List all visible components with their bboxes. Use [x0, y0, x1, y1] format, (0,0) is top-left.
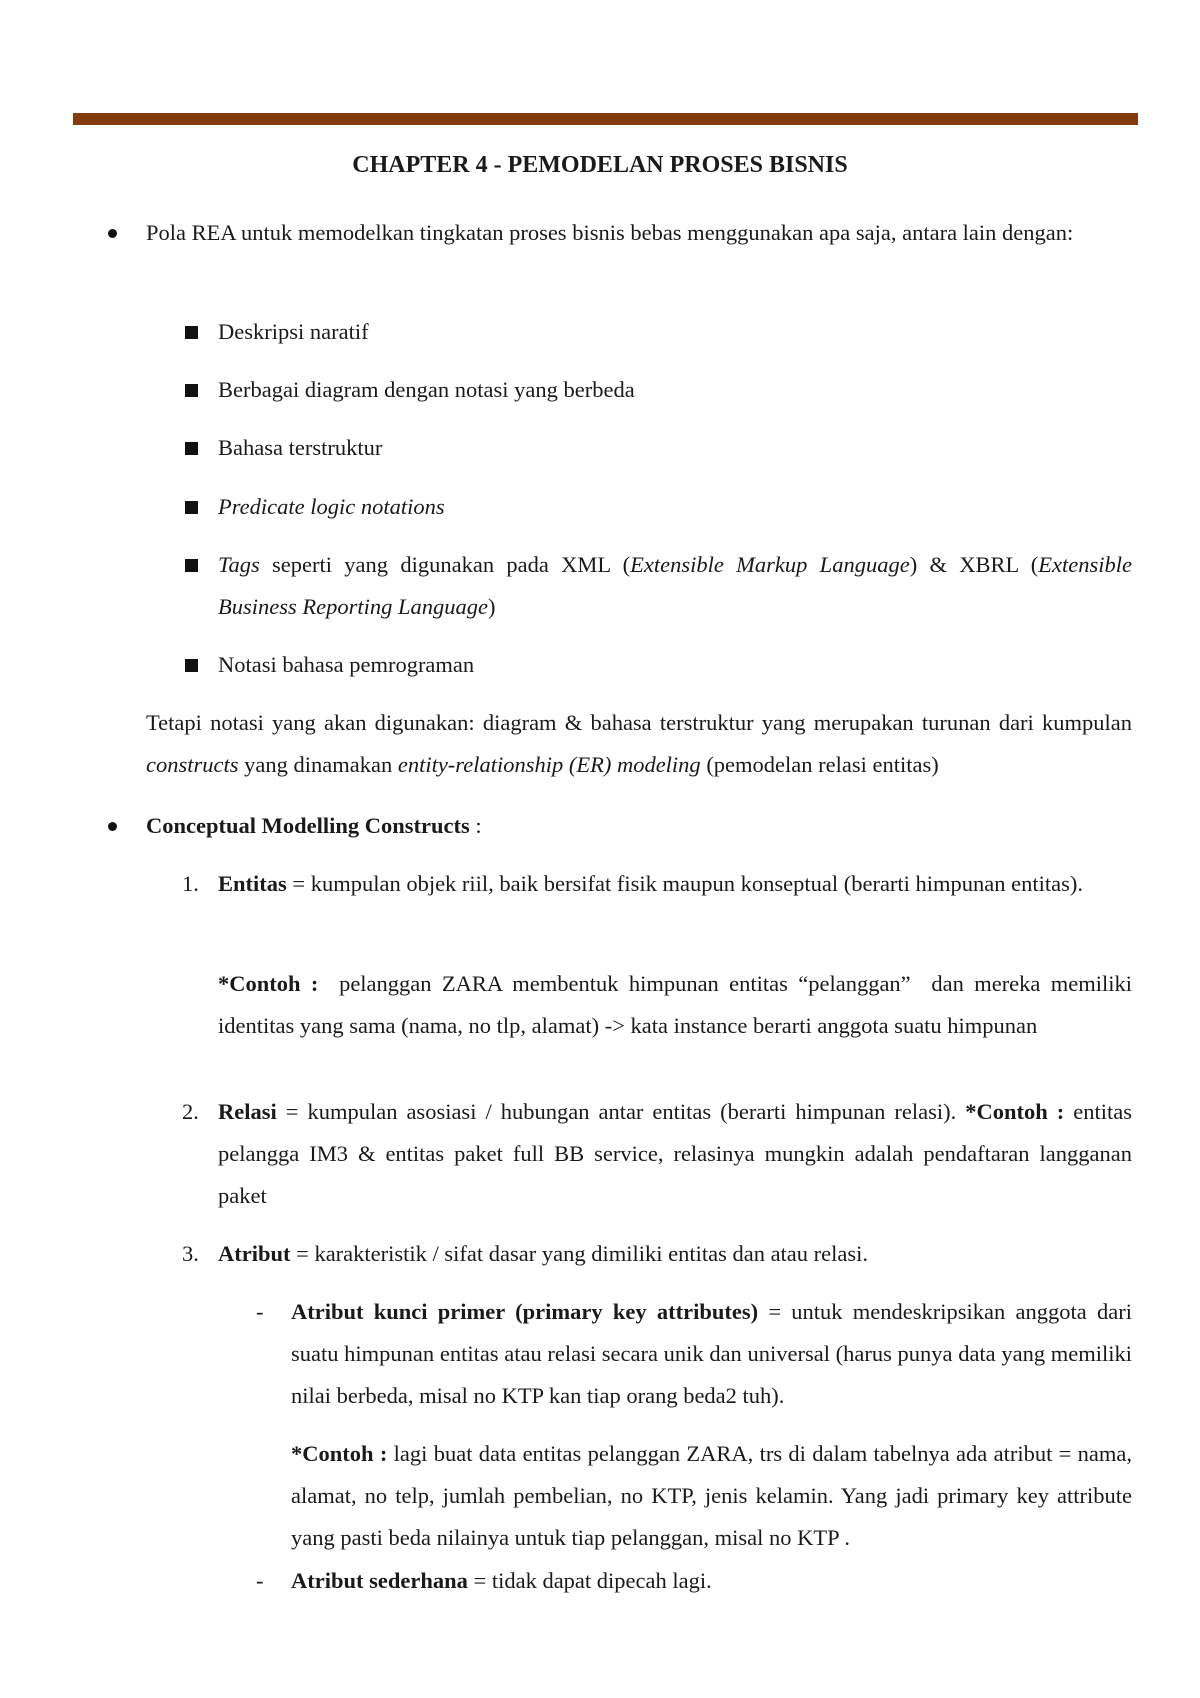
list-item: Berbagai diagram dengan notasi yang berbeda — [218, 377, 635, 402]
intro-paragraph: Tetapi notasi yang akan digunakan: diagram & bahasa terstruktur yang merupakan turunan dari kumpulan constructs yang dinamakan entity-relationship (ER) modeling (pemodelan relasi entitas) — [146, 710, 1132, 777]
bullet-square — [185, 326, 198, 339]
atribut-definition: Atribut = karakteristik / sifat dasar yang dimiliki entitas dan atau relasi. — [218, 1241, 869, 1266]
dash-bullet: - — [256, 1568, 264, 1593]
list-item-tags: Tags seperti yang digunakan pada XML (Extensible Markup Language) & XBRL (Extensible Business Reporting Language) — [218, 552, 1132, 619]
bullet-square — [185, 559, 198, 572]
list-item: Deskripsi naratif — [218, 319, 369, 344]
list-number: 3. — [182, 1241, 199, 1266]
dash-bullet: - — [256, 1299, 264, 1324]
list-item: Predicate logic notations — [218, 494, 445, 519]
list-item: Notasi bahasa pemrograman — [218, 652, 475, 677]
bullet-dot — [108, 822, 117, 831]
bullet-square — [185, 442, 198, 455]
header-rule — [73, 113, 1138, 125]
relasi-definition: Relasi = kumpulan asosiasi / hubungan antar entitas (berarti himpunan relasi). *Contoh : entitas pelangga IM3 & entitas paket full BB service, relasinya mungkin adalah pendaftaran langganan paket — [218, 1099, 1133, 1208]
intro-text: Pola REA untuk memodelkan tingkatan proses bisnis bebas menggunakan apa saja, antara lain dengan: — [146, 220, 1074, 245]
bullet-square — [185, 659, 198, 672]
conceptual-heading: Conceptual Modelling Constructs : — [146, 813, 482, 838]
simple-attribute-definition: Atribut sederhana = tidak dapat dipecah lagi. — [291, 1568, 712, 1593]
list-number: 1. — [182, 871, 199, 896]
list-item: Bahasa terstruktur — [218, 435, 383, 460]
bullet-square — [185, 501, 198, 514]
entitas-example: *Contoh : pelanggan ZARA membentuk himpunan entitas “pelanggan” dan mereka memiliki identitas yang sama (nama, no tlp, alamat) -> kata instance berarti anggota suatu himpunan — [218, 971, 1132, 1038]
entitas-definition: Entitas = kumpulan objek riil, baik bersifat fisik maupun konseptual (berarti himpunan entitas). — [218, 871, 1084, 896]
primary-key-example: *Contoh : lagi buat data entitas pelanggan ZARA, trs di dalam tabelnya ada atribut = nama, alamat, no telp, jumlah pembelian, no KTP, jenis kelamin. Yang jadi primary key attribute yang pasti beda nilainya untuk tiap pelanggan, misal no KTP . — [291, 1441, 1133, 1550]
primary-key-definition: Atribut kunci primer (primary key attributes) = untuk mendeskripsikan anggota dari suatu himpunan entitas atau relasi secara unik dan universal (harus punya data yang memiliki nilai berbeda, misal no KTP kan tiap orang beda2 tuh). — [291, 1299, 1132, 1408]
list-number: 2. — [182, 1099, 199, 1124]
bullet-square — [185, 384, 198, 397]
bullet-dot — [108, 229, 117, 238]
page-title: CHAPTER 4 - PEMODELAN PROSES BISNIS — [352, 152, 848, 178]
